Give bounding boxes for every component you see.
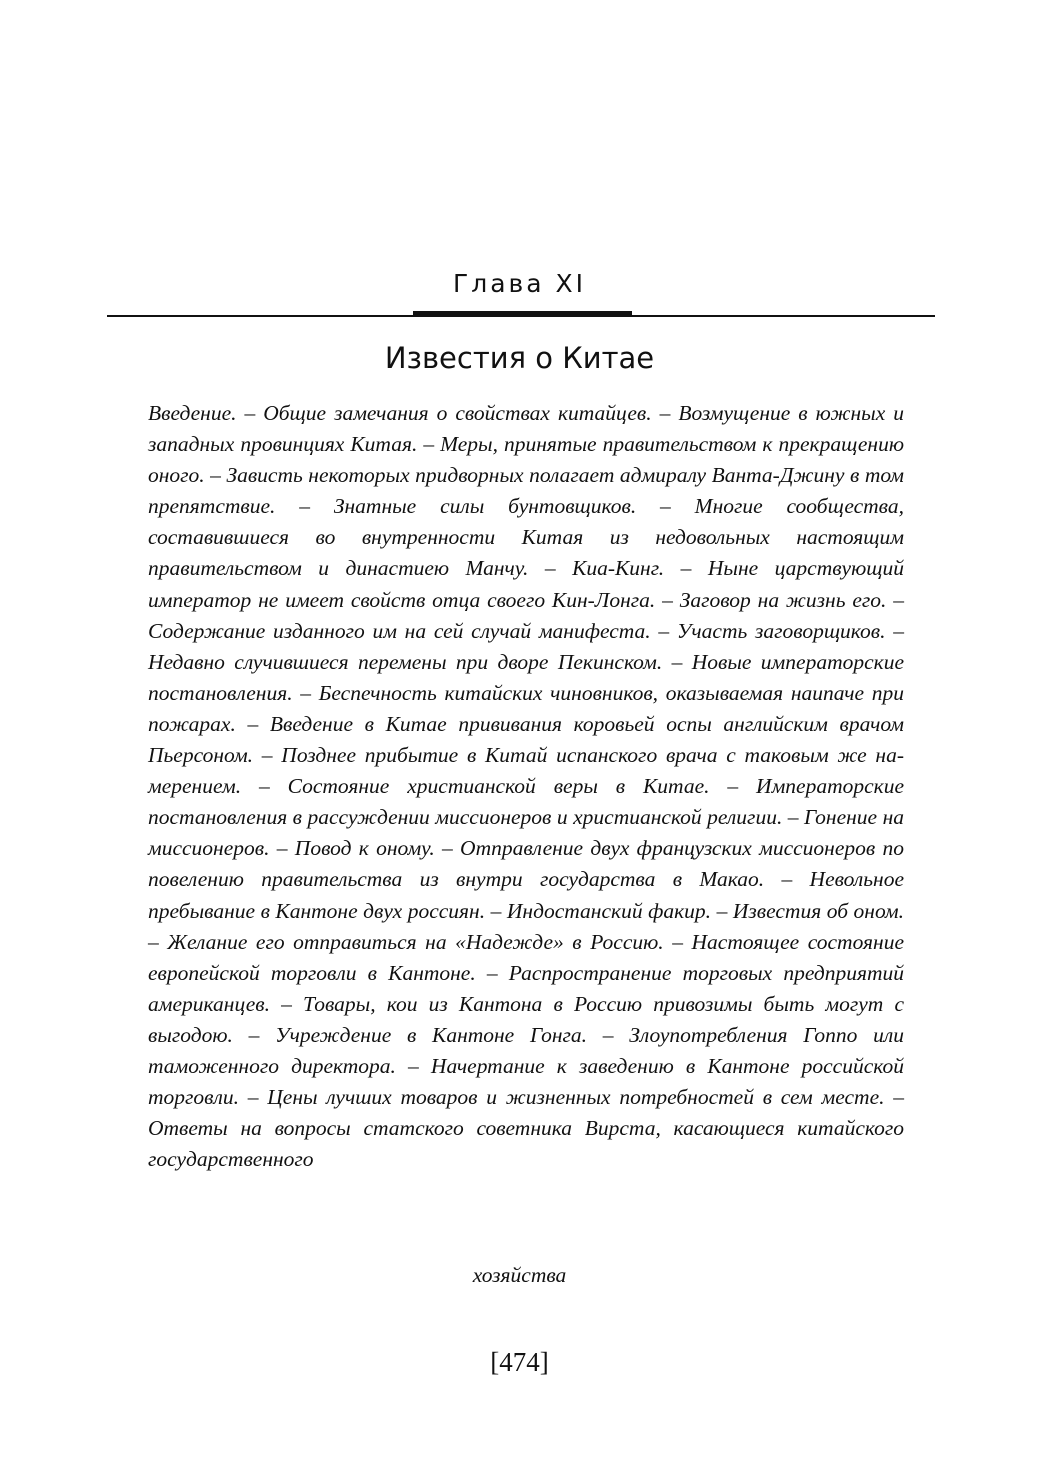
header-rule-accent bbox=[413, 311, 632, 317]
chapter-label: Глава XI bbox=[452, 269, 587, 298]
chapter-synopsis: Введение. – Общие замечания о свойствах китайцев. – Возмущение в южных и западных провинциях Китая. – Меры, принятые правительством к прекращению оного. – Зависть некоторых придворных полагает адмиралу Ванта-Джину в том препятствие. – Знатные силы бунтовщиков. – Многие сообщества, составившиеся во внутренности Китая из недовольных настоящим правительством и династиею Манчу. – Киа-Кинг. – Ныне царствующий император не имеет свойств отца своего Кин-Лонга. – Заговор на жизнь его. – Содержание изданного им на сей случай манифеста. – Участь заговорщиков. – Недавно случившиеся перемены при дворе Пекинском. – Новые императорские постановления. – Беспечность китайских чиновников, оказываемая наипаче при пожарах. – Введение в Китае прививания коровьей оспы английским врачом Пьерсоном. – Позднее прибытие в Китай испанского врача с таковым же намерением. – Состояние христианской веры в Китае. – Императорские постановления в рассуждении миссионеров и христианской религии. – Гонение на миссионеров. – Повод к оному. – Отправление двух французских миссионеров по повелению правительства из внутри государства в Макао. – Невольное пребывание в Кантоне двух россиян. – Индостанский факир. – Известия об оном. – Желание его отправиться на «Надежде» в Россию. – Настоящее состояние европейской торговли в Кантоне. – Распространение торговых предприятий американцев. – Товары, кои из Кантона в Россию привозимы быть могут с выгодою. – Учреждение в Кантоне Гонга. – Злоупотребления Гоппо или таможенного директора. – Начертание к заведению в Кантоне российской торговли. – Цены лучших товаров и жизненных потребностей в сем месте. – Ответы на вопросы статского советника Вирста, касающиеся китайского государственного bbox=[148, 401, 904, 1172]
page-number: [474] bbox=[490, 1347, 549, 1377]
chapter-title: Известия о Китае bbox=[384, 341, 655, 375]
chapter-synopsis-last-line: хозяйства bbox=[472, 1263, 567, 1287]
